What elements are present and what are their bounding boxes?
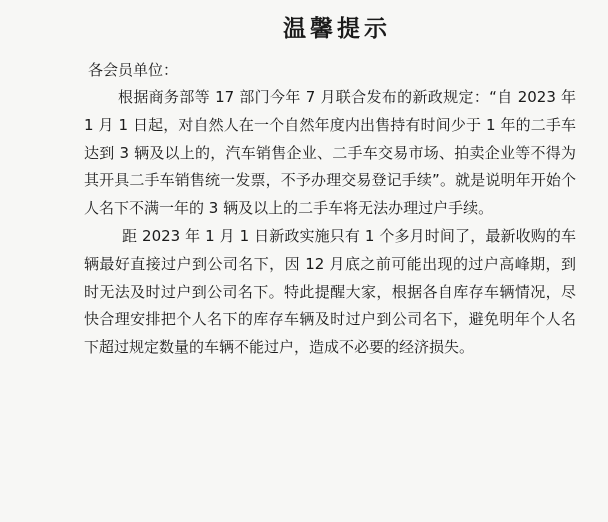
paragraph-regulation: 根据商务部等 17 部门今年 7 月联合发布的新政规定：“自 2023 年 1 月 1 日起，对自然人在一个自然年度内出售持有时间少于 1 年的二手车达到 3 辆及以上的，汽车销售企业、二手车交易市场、拍卖企业等不得为其开具二手车销售统一发票，不予办理交易登记手续”。就是说明年开始个人名下不满一年的 3 辆及以上的二手车将无法办理过户手续。	[84, 88, 576, 218]
paragraph-reminder: 距 2023 年 1 月 1 日新政实施只有 1 个多月时间了，最新收购的车辆最好直接过户到公司名下，因 12 月底之前可能出现的过户高峰期，到时无法及时过户到公司名下。特此提醒大家，根据各自库存车辆情况，尽快合理安排把个人名下的库存车辆及时过户到公司名下，避免明年个人名下超过规定数量的车辆不能过户，造成不必要的经济损失。	[84, 226, 576, 357]
salutation: 各会员单位：	[88, 61, 179, 79]
notice-title: 温馨提示	[283, 16, 391, 42]
